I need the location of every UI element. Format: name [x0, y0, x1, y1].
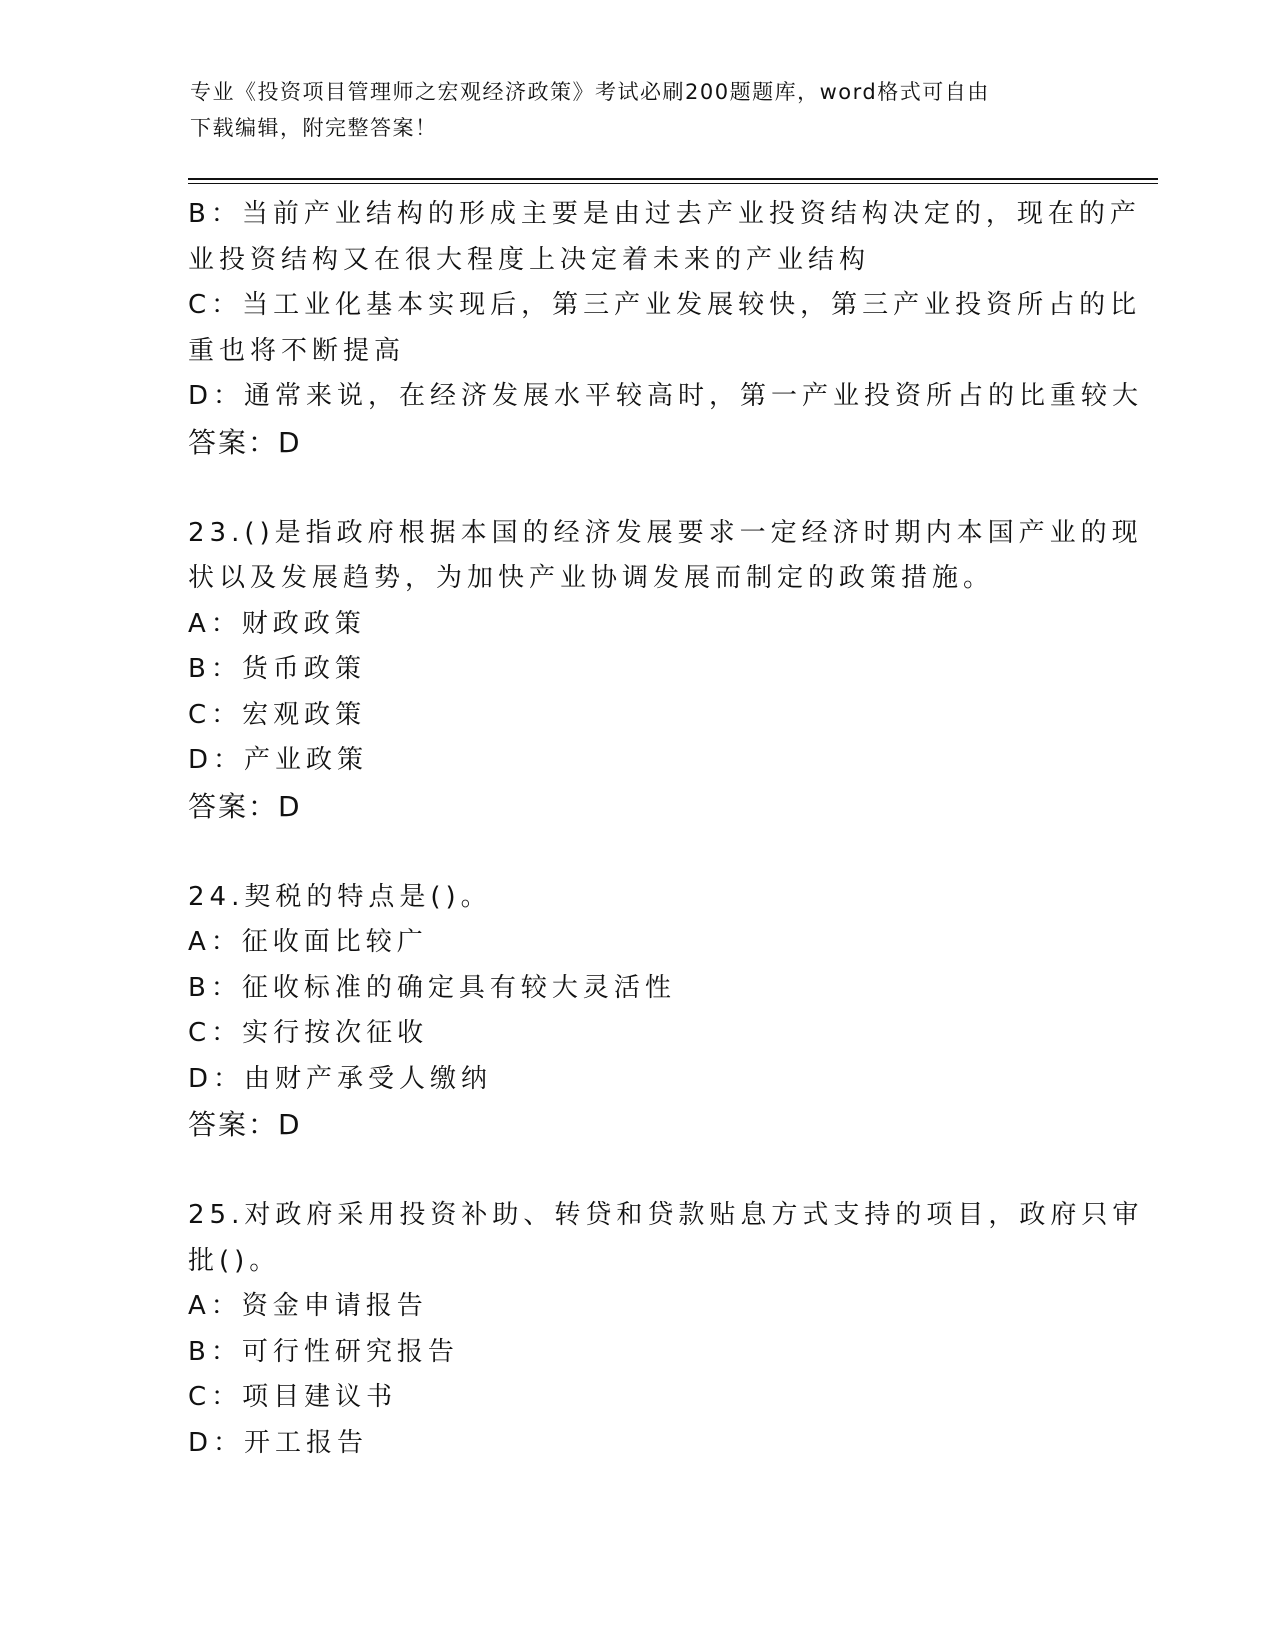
- option-d: D：产业政策: [188, 745, 369, 775]
- option-c: C：项目建议书: [188, 1382, 398, 1412]
- option-a: A：财政政策: [188, 608, 366, 639]
- answer-line: 答案：D: [188, 1108, 302, 1141]
- option-b: B：货币政策: [188, 654, 366, 684]
- spacer: [188, 829, 1088, 875]
- header-divider-thick: [188, 178, 1158, 180]
- previous-question-block: [188, 192, 1144, 465]
- option-c: C：宏观政策: [188, 699, 367, 730]
- question-stem-line-2: 批()。: [188, 1245, 281, 1276]
- question-stem-line-1: 24.契税的特点是()。: [188, 881, 492, 912]
- option-b: B：可行性研究报告: [188, 1336, 459, 1367]
- question-24: [188, 875, 1088, 1148]
- answer-line: 答案：D: [188, 789, 302, 823]
- header-title-line-1: 专业《投资项目管理师之宏观经济政策》考试必刷200题题库，word格式可自由: [190, 80, 990, 104]
- question-stem-line-1: 25.对政府采用投资补助、转贷和贷款贴息方式支持的项目，政府只审: [188, 1200, 1144, 1230]
- question-stem-line-2: 状以及发展趋势，为加快产业协调发展而制定的政策措施。: [188, 563, 995, 593]
- question-23: [188, 511, 1143, 830]
- spacer: [188, 1148, 1088, 1194]
- question-stem-line-1: 23.()是指政府根据本国的经济发展要求一定经济时期内本国产业的现: [188, 517, 1143, 548]
- option-a: A：资金申请报告: [188, 1291, 428, 1321]
- header-title-line-2: 下载编辑，附完整答案！: [190, 116, 438, 140]
- option-c-line-2: 重也将不断提高: [188, 335, 406, 366]
- document-header: [190, 74, 1070, 146]
- question-25: [188, 1193, 1144, 1466]
- option-d: D：通常来说，在经济发展水平较高时，第一产业投资所占的比重较大: [188, 381, 1144, 411]
- header-divider-thin: [188, 183, 1158, 184]
- answer-line: 答案：D: [188, 425, 302, 459]
- option-a: A：征收面比较广: [188, 927, 428, 957]
- option-b-line-2: 业投资结构又在很大程度上决定着未来的产业结构: [188, 244, 871, 275]
- option-d: D：由财产承受人缴纳: [188, 1063, 493, 1094]
- question-content: [188, 192, 1144, 1466]
- option-b-line-1: B：当前产业结构的形成主要是由过去产业投资结构决定的，现在的产: [188, 199, 1141, 229]
- option-c: C：实行按次征收: [188, 1018, 429, 1048]
- spacer: [188, 465, 1088, 511]
- option-c-line-1: C：当工业化基本实现后，第三产业发展较快，第三产业投资所占的比: [188, 290, 1142, 320]
- option-b: B：征收标准的确定具有较大灵活性: [188, 972, 676, 1003]
- option-d: D：开工报告: [188, 1427, 369, 1458]
